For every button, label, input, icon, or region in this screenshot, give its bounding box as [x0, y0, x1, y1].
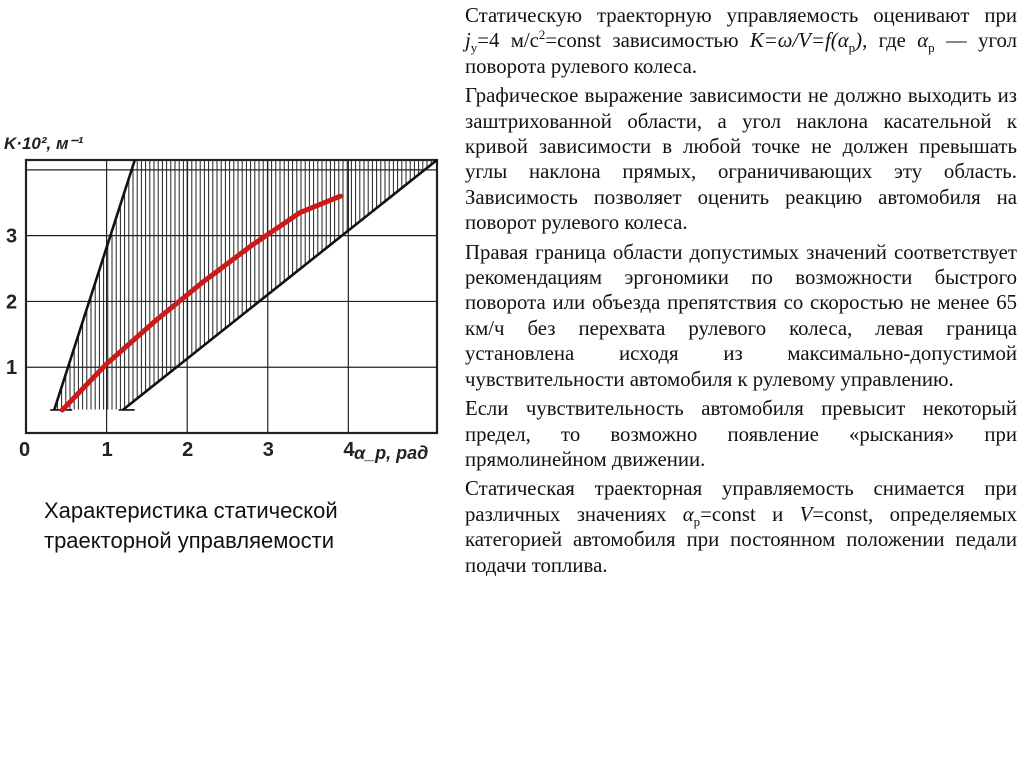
x-tick-label: 0 — [19, 439, 31, 461]
chart-grid — [26, 160, 437, 433]
y-tick-label: 2 — [6, 291, 18, 314]
x-tick-label: 2 — [182, 439, 194, 461]
paragraph-3: Правая граница области допустимых значений соответствует рекомендациям эргономики по возможности быстрого поворота или объезда препятствия со скоростью не менее 65 км/ч без перехвата рулевого колеса, левая граница установлена исходя из максимально-допустимой чувствительности автомобиля к рулевому управлению. — [465, 240, 1017, 391]
x-axis-label: α_p, рад — [354, 443, 429, 463]
description-text — [465, 3, 1017, 582]
plot-frame — [26, 160, 437, 433]
axis-ticks — [6, 226, 355, 461]
chart-caption: Характеристика статической траекторной управляемости — [44, 498, 338, 553]
trajectory-chart — [0, 115, 450, 475]
x-tick-label: 4 — [343, 439, 355, 461]
paragraph-5: Статическая траекторная управляемость снимается при различных значениях $\alpha_p=const$ и V=const, определяемых категорией автомобиля при постоянном положении педали подачи топлива. — [465, 477, 1017, 577]
y-tick-label: 3 — [6, 225, 18, 248]
x-tick-label: 3 — [262, 439, 274, 461]
paragraph-1: Статическую траекторную управляемость оценивают при $j_y=4$ $м/с^2=const$ зависимостью $K=\omega/V=f(\alpha_p)$, где $\alpha_p$ — угол поворота рулевого колеса. — [465, 4, 1018, 78]
y-tick-label: 1 — [6, 357, 18, 380]
paragraph-2: Графическое выражение зависимости не должно выходить из заштрихованной области, а угол наклона касательной к кривой зависимости в любой точке не должен превышать углы наклона прямых, ограничивающих эту область. Зависимость позволяет оценить реакцию автомобиля на поворот рулевого колеса. — [465, 84, 1017, 235]
left-boundary-line — [54, 160, 135, 410]
hatched-region — [57, 160, 437, 410]
y-axis-label: K·10², м⁻¹ — [4, 134, 84, 153]
paragraph-4: Если чувствительность автомобиля превысит некоторый предел, то возможно появление «рыскания» при прямолинейном движении. — [465, 397, 1017, 471]
x-tick-label: 1 — [101, 439, 113, 461]
